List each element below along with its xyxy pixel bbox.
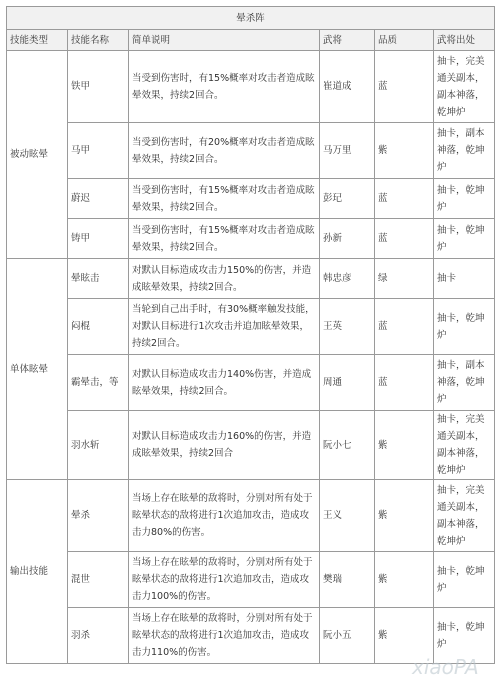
header-skill-type: 技能类型 xyxy=(7,30,68,51)
header-source: 武将出处 xyxy=(434,30,495,51)
watermark-text: xiaoPA xyxy=(412,655,479,679)
cell-skill-name: 霸晕击，等 xyxy=(68,355,129,411)
cell-general: 马万里 xyxy=(320,123,375,179)
cell-description: 当受到伤害时，有15%概率对攻击者造成眩晕效果，持续2回合。 xyxy=(129,179,320,219)
header-skill-name: 技能名称 xyxy=(68,30,129,51)
cell-quality: 绿 xyxy=(375,259,434,299)
cell-description: 对默认目标造成攻击力150%的伤害，并造成眩晕效果，持续2回合。 xyxy=(129,259,320,299)
cell-quality: 蓝 xyxy=(375,179,434,219)
table-row xyxy=(7,179,495,219)
cell-description: 对默认目标造成攻击力160%的伤害，并造成眩晕效果，持续2回合 xyxy=(129,411,320,480)
cell-source: 抽卡，完美通关副本，副本神落，乾坤炉 xyxy=(434,51,495,123)
table-row xyxy=(7,51,495,123)
table-row xyxy=(7,355,495,411)
cell-quality: 紫 xyxy=(375,123,434,179)
cell-general: 孙新 xyxy=(320,219,375,259)
header-quality: 品质 xyxy=(375,30,434,51)
cell-quality: 蓝 xyxy=(375,355,434,411)
header-general: 武将 xyxy=(320,30,375,51)
cell-description: 当受到伤害时，有15%概率对攻击者造成眩晕效果，持续2回合。 xyxy=(129,51,320,123)
cell-source: 抽卡 xyxy=(434,259,495,299)
table-row xyxy=(7,219,495,259)
cell-general: 王英 xyxy=(320,299,375,355)
header-description: 简单说明 xyxy=(129,30,320,51)
cell-quality: 蓝 xyxy=(375,51,434,123)
cell-quality: 紫 xyxy=(375,608,434,664)
cell-description: 对默认目标造成攻击力140%伤害，并造成眩晕效果，持续2回合。 xyxy=(129,355,320,411)
cell-description: 当受到伤害时，有15%概率对攻击者造成眩晕效果，持续2回合。 xyxy=(129,219,320,259)
table-row xyxy=(7,480,495,552)
cell-general: 阮小七 xyxy=(320,411,375,480)
cell-quality: 蓝 xyxy=(375,299,434,355)
cell-general: 阮小五 xyxy=(320,608,375,664)
cell-skill-name: 晕杀 xyxy=(68,480,129,552)
cell-source: 抽卡，副本神落，乾坤炉 xyxy=(434,355,495,411)
cell-quality: 紫 xyxy=(375,480,434,552)
skill-table xyxy=(6,6,495,664)
cell-description: 当场上存在眩晕的敌将时，分别对所有处于眩晕状态的敌将进行1次追加攻击，造成攻击力80%的伤害。 xyxy=(129,480,320,552)
cell-skill-name: 马甲 xyxy=(68,123,129,179)
cell-skill-name: 铁甲 xyxy=(68,51,129,123)
cell-description: 当受到伤害时，有20%概率对攻击者造成眩晕效果，持续2回合。 xyxy=(129,123,320,179)
table-row xyxy=(7,123,495,179)
cell-general: 王义 xyxy=(320,480,375,552)
table-row xyxy=(7,259,495,299)
cell-skill-type: 被动眩晕 xyxy=(7,51,68,259)
cell-quality: 蓝 xyxy=(375,219,434,259)
cell-source: 抽卡，完美通关副本，副本神落，乾坤炉 xyxy=(434,480,495,552)
cell-general: 崔道成 xyxy=(320,51,375,123)
cell-source: 抽卡，完美通关副本，副本神落，乾坤炉 xyxy=(434,411,495,480)
cell-source: 抽卡，乾坤炉 xyxy=(434,608,495,664)
cell-skill-type: 输出技能 xyxy=(7,480,68,664)
cell-quality: 紫 xyxy=(375,411,434,480)
cell-general: 樊瑞 xyxy=(320,552,375,608)
cell-skill-name: 羽水斩 xyxy=(68,411,129,480)
table-header-row xyxy=(7,30,495,51)
cell-skill-name: 晕眩击 xyxy=(68,259,129,299)
cell-source: 抽卡，乾坤炉 xyxy=(434,179,495,219)
cell-description: 当轮到自己出手时，有30%概率触发技能，对默认目标进行1次攻击并追加眩晕效果，持续2回合。 xyxy=(129,299,320,355)
table-row xyxy=(7,411,495,480)
watermark-logo xyxy=(408,650,494,682)
cell-skill-name: 闷棍 xyxy=(68,299,129,355)
cell-skill-name: 蔚迟 xyxy=(68,179,129,219)
cell-general: 彭玘 xyxy=(320,179,375,219)
table-title-row xyxy=(7,7,495,30)
cell-skill-type: 单体眩晕 xyxy=(7,259,68,480)
cell-source: 抽卡，乾坤炉 xyxy=(434,299,495,355)
table-row xyxy=(7,552,495,608)
cell-skill-name: 铸甲 xyxy=(68,219,129,259)
cell-source: 抽卡，乾坤炉 xyxy=(434,552,495,608)
cell-general: 韩忠彦 xyxy=(320,259,375,299)
cell-description: 当场上存在眩晕的敌将时，分别对所有处于眩晕状态的敌将进行1次追加攻击，造成攻击力110%的伤害。 xyxy=(129,608,320,664)
cell-description: 当场上存在眩晕的敌将时，分别对所有处于眩晕状态的敌将进行1次追加攻击，造成攻击力100%的伤害。 xyxy=(129,552,320,608)
cell-skill-name: 羽杀 xyxy=(68,608,129,664)
cell-source: 抽卡，副本神落，乾坤炉 xyxy=(434,123,495,179)
cell-quality: 紫 xyxy=(375,552,434,608)
table-title: 晕杀阵 xyxy=(7,7,495,30)
cell-general: 周通 xyxy=(320,355,375,411)
table-row xyxy=(7,299,495,355)
cell-skill-name: 混世 xyxy=(68,552,129,608)
cell-source: 抽卡，乾坤炉 xyxy=(434,219,495,259)
